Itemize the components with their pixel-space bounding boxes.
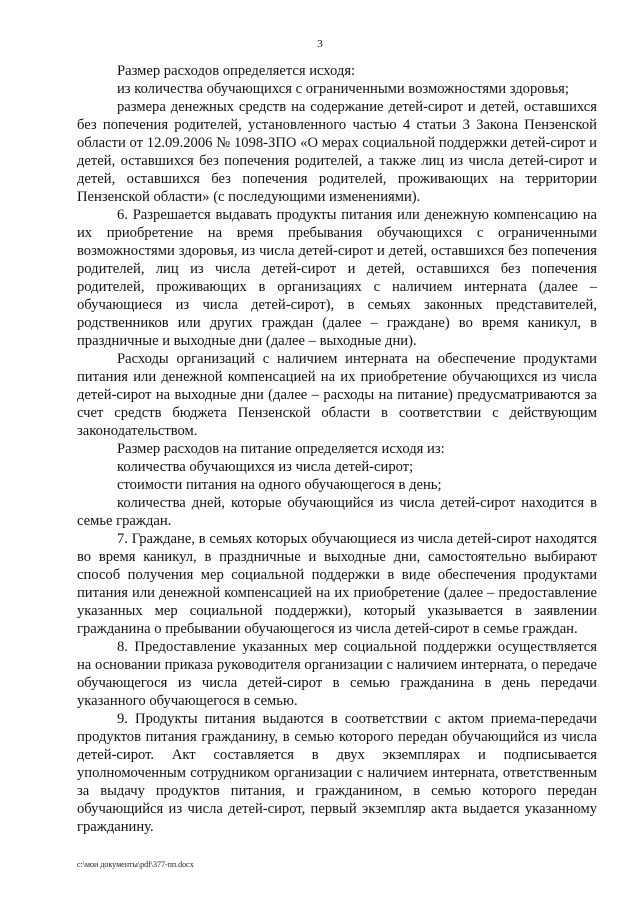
document-body xyxy=(77,62,597,836)
footer-file-path: c:\мои документы\pdf\377-пп.docx xyxy=(77,860,194,869)
paragraph: количества обучающихся из числа детей-сирот; xyxy=(117,459,414,475)
paragraph: из количества обучающихся с ограниченными возможностями здоровья; xyxy=(117,81,569,97)
paragraph: Размер расходов на питание определяется исходя из: xyxy=(117,441,445,457)
paragraph: 7. Граждане, в семьях которых обучающиеся из числа детей-сирот находятся во время каникул, в праздничные и выходные дни, самостоятельно выбирают способ получения мер социальной поддержки в виде обеспечения продуктами питания или денежной компенсацией на их приобретение (далее – предоставление указанных мер социальной поддержки), который указывается в заявлении гражданина о пребывании обучающегося из числа детей-сирот в семье граждан. xyxy=(77,531,597,637)
paragraph: количества дней, которые обучающийся из числа детей-сирот находится в семье граждан. xyxy=(77,495,597,529)
paragraph: 9. Продукты питания выдаются в соответствии с актом приема-передачи продуктов питания гражданину, в семью которого передан обучающийся из числа детей-сирот. Акт составляется в двух экземплярах и подписывается уполномоченным сотрудником организации с наличием интерната, ответственным за выдачу продуктов питания, и гражданином, в семью которого передан обучающийся из числа детей-сирот, первый экземпляр акта выдается указанному гражданину. xyxy=(77,711,597,835)
paragraph: Размер расходов определяется исходя: xyxy=(117,63,356,79)
paragraph: Расходы организаций с наличием интерната на обеспечение продуктами питания или денежной компенсацией на их приобретение обучающихся из числа детей-сирот на выходные дни (далее – расходы на питание) предусматриваются за счет средств бюджета Пензенской области в соответствии с действующим законодательством. xyxy=(77,351,597,439)
paragraph: 8. Предоставление указанных мер социальной поддержки осуществляется на основании приказа руководителя организации с наличием интерната, о передаче обучающегося из числа детей-сирот в семью гражданина в день передачи указанного обучающегося в семью. xyxy=(77,639,597,709)
page-number: 3 xyxy=(317,38,323,50)
paragraph: 6. Разрешается выдавать продукты питания или денежную компенсацию на их приобретение на время пребывания обучающихся с ограниченными возможностями здоровья, из числа детей-сирот и детей, оставшихся без попечения родителей, лиц из числа детей-сирот и детей, оставшихся без попечения родителей, проживающих в организациях с наличием интерната (далее – обучающиеся из числа детей-сирот), в семьях законных представителей, родственников или других граждан (далее – граждане) во время каникул, в праздничные и выходные дни (далее – выходные дни). xyxy=(77,207,597,349)
paragraph: размера денежных средств на содержание детей-сирот и детей, оставшихся без попечения родителей, установленного частью 4 статьи 3 Закона Пензенской области от 12.09.2006 № 1098-ЗПО «О мерах социальной поддержки детей-сирот и детей, оставшихся без попечения родителей, а также лиц из числа детей-сирот и детей, оставшихся без попечения родителей, проживающих на территории Пензенской области» (с последующими изменениями). xyxy=(77,99,597,205)
paragraph: стоимости питания на одного обучающегося в день; xyxy=(117,477,442,493)
